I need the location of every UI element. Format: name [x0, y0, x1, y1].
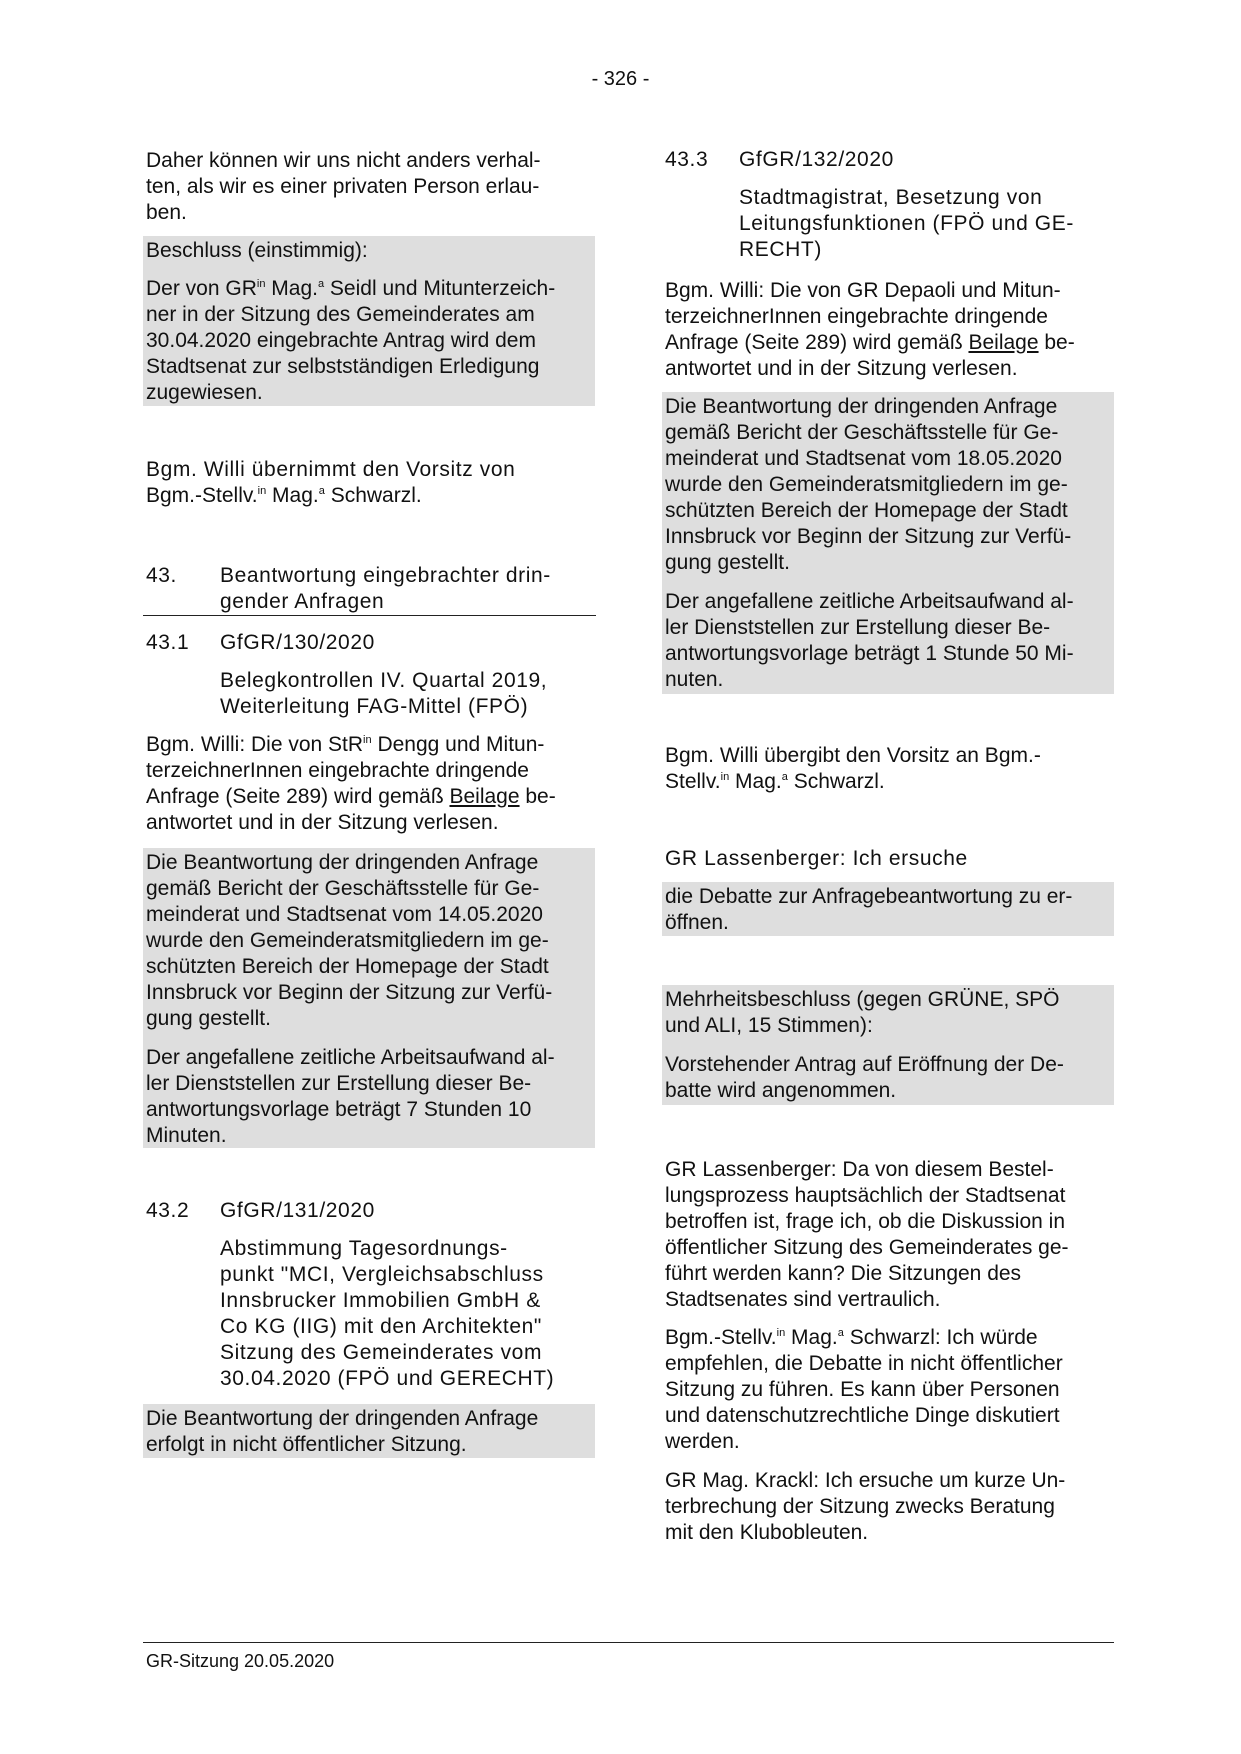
beilage-link[interactable]: Beilage	[449, 785, 520, 808]
item-subject: Stadtmagistrat, Besetzung von Leitungsfunktionen (FPÖ und GE- RECHT)	[739, 186, 1074, 261]
item-43-2-heading: 43.2 GfGR/131/2020 Abstimmung Tagesordnungs- punkt "MCI, Vergleichsabschluss Innsbrucker Immobilien GmbH & Co KG (IIG) mit den Architekten" Sitzung des Gemeinderates vom 30.04.2020 (FPÖ und GERECHT)	[146, 1199, 555, 1390]
item-code: GfGR/132/2020	[739, 148, 894, 171]
item-43-1-heading: 43.1 GfGR/130/2020 Belegkontrollen IV. Quartal 2019, Weiterleitung FAG-Mittel (FPÖ)	[146, 631, 548, 718]
item-code: GfGR/130/2020	[220, 631, 375, 654]
vorstehend-text: Vorstehender Antrag auf Eröffnung der De- batte wird angenommen.	[665, 1053, 1064, 1102]
item-code: GfGR/131/2020	[220, 1199, 375, 1222]
item-subject: Abstimmung Tagesordnungs- punkt "MCI, Vergleichsabschluss Innsbrucker Immobilien GmbH & Co KG (IIG) mit den Architekten" Sitzung des Gemeinderates vom 30.04.2020 (FPÖ und GERECHT)	[220, 1237, 555, 1390]
answer-text: Die Beantwortung der dringenden Anfrage gemäß Bericht der Geschäftsstelle für Ge- meinderat und Stadtsenat vom 14.05.2020 wurde den Gemeinderatsmitgliedern im ge- schützten Bereich der Homepage der Stadt Innsbruck vor Beginn der Sitzung zur Verfü- gung gestellt.	[146, 851, 553, 1030]
mehrheitsbeschluss-block	[662, 985, 1114, 1105]
beschluss-label: Beschluss (einstimmig):	[146, 239, 368, 262]
item-43-3-heading: 43.3 GfGR/132/2020 Stadtmagistrat, Besetzung von Leitungsfunktionen (FPÖ und GE- RECHT)	[665, 148, 1074, 261]
debatte-block: die Debatte zur Anfragebeantwortung zu er- öffnen.	[662, 882, 1114, 936]
item-43-3-statement: Bgm. Willi: Die von GR Depaoli und Mitun- terzeichnerInnen eingebrachte dringende Anfrage (Seite 289) wird gemäß Beilage be- antwortet und in der Sitzung verlesen.	[665, 279, 1075, 380]
item-43-3-answer-block	[662, 392, 1114, 694]
item-43-1-statement: Bgm. Willi: Die von StR$^{in}$ Dengg und Mitun- terzeichnerInnen eingebrachte dringende Anfrage (Seite 289) wird gemäß Beilage be- antwortet und in der Sitzung verlesen.	[146, 733, 556, 834]
vorsitz-left: Bgm. Willi übernimmt den Vorsitz von Bgm.-Stellv.$^{in}$ Mag.$^a$ Schwarzl.	[146, 458, 516, 507]
section-number: 43.	[146, 564, 177, 587]
footer-text: GR-Sitzung 20.05.2020	[146, 1651, 335, 1671]
mehrheit-label: Mehrheitsbeschluss (gegen GRÜNE, SPÖ und ALI, 15 Stimmen):	[665, 988, 1060, 1037]
schwarzl-statement: Bgm.-Stellv.$^{in}$ Mag.$^a$ Schwarzl: Ich würde empfehlen, die Debatte in nicht öffentlicher Sitzung zu führen. Es kann über Personen und datenschutzrechtliche Dinge diskutiert werden.	[665, 1326, 1063, 1453]
page-number: - 326 -	[591, 68, 650, 90]
effort-text: Der angefallene zeitliche Arbeitsaufwand al- ler Dienststellen zur Erstellung dieser Be- antwortungsvorlage beträgt 1 Stunde 50 Mi- nuten.	[665, 590, 1074, 691]
beschluss-text: Der von $GR^{in}$ Mag.$^a$ Seidl und Mitunterzeich- ner in der Sitzung des Gemeinderates am 30.04.2020 eingebrachte Antrag wird dem Stadtsenat zur selbstständigen Erledigung zugewiesen.	[146, 277, 556, 404]
effort-text: Der angefallene zeitliche Arbeitsaufwand al- ler Dienststellen zur Erstellung dieser Be- antwortungsvorlage beträgt 7 Stunden 10 Minuten.	[146, 1046, 555, 1147]
footer-rule	[143, 1642, 1114, 1643]
beilage-link[interactable]: Beilage	[968, 331, 1039, 354]
lassenberger-request: GR Lassenberger: Ich ersuche	[665, 847, 968, 870]
section-heading-43: 43. Beantwortung eingebrachter drin- gender Anfragen	[146, 564, 551, 613]
krackl-statement: GR Mag. Krackl: Ich ersuche um kurze Un- terbrechung der Sitzung zwecks Beratung mit den Klubobleuten.	[665, 1469, 1066, 1544]
intro-paragraph: Daher können wir uns nicht anders verhal- ten, als wir es einer privaten Person erlau- ben.	[146, 149, 541, 224]
section-rule	[143, 615, 596, 616]
answer-text: Die Beantwortung der dringenden Anfrage gemäß Bericht der Geschäftsstelle für Ge- meinderat und Stadtsenat vom 18.05.2020 wurde den Gemeinderatsmitgliedern im ge- schützten Bereich der Homepage der Stadt Innsbruck vor Beginn der Sitzung zur Verfü- gung gestellt.	[665, 395, 1072, 574]
item-43-2-answer-block: Die Beantwortung der dringenden Anfrage erfolgt in nicht öffentlicher Sitzung.	[143, 1404, 595, 1458]
item-43-1-answer-block	[143, 848, 595, 1148]
beschluss-block	[143, 236, 595, 406]
lassenberger-statement: GR Lassenberger: Da von diesem Bestel- lungsprozess hauptsächlich der Stadtsenat betroffen ist, frage ich, ob die Diskussion in öffentlicher Sitzung des Gemeinderates ge- führt werden kann? Die Sitzungen des Stadtsenates sind vertraulich.	[665, 1158, 1069, 1311]
vorsitz-right: Bgm. Willi übergibt den Vorsitz an Bgm.- Stellv.$^{in}$ Mag.$^a$ Schwarzl.	[665, 744, 1041, 793]
item-subject: Belegkontrollen IV. Quartal 2019, Weiterleitung FAG-Mittel (FPÖ)	[220, 669, 548, 718]
